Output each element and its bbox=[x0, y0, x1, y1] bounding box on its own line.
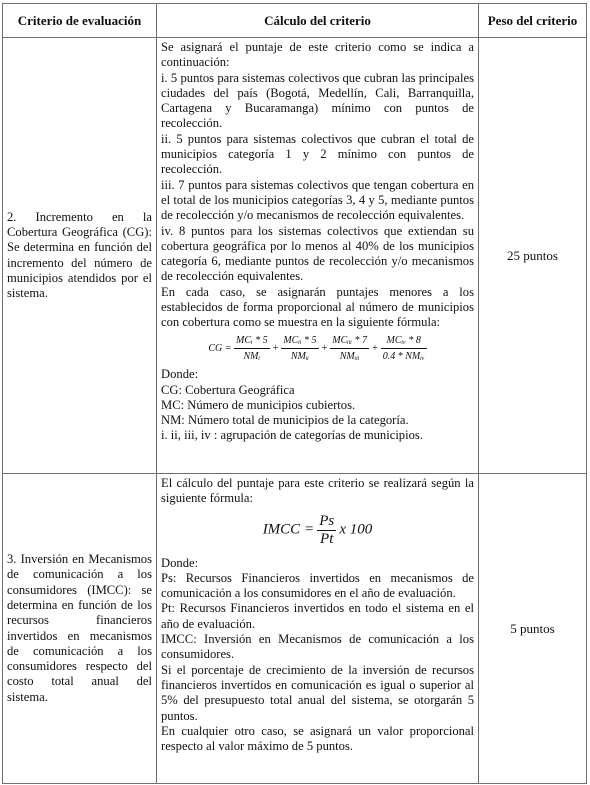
calc-paragraph: Pt: Recursos Financieros invertidos en todo el sistema en el año de evaluación. bbox=[161, 601, 474, 631]
formula-term bbox=[234, 333, 270, 365]
formula-term bbox=[281, 333, 318, 365]
calc-paragraph: En cada caso, se asignarán puntajes menores a los establecidos de forma proporcional al número de municipios con cobertura como se muestra en la siguiente fórmula: bbox=[161, 284, 474, 330]
formula-denominator: Pt bbox=[320, 530, 334, 547]
calc-paragraph: Donde: bbox=[161, 555, 199, 570]
criterion-cell: 3. Inversión en Mecanismos de comunicación a los consumidores (IMCC): se determina en función de los recursos financieros invertidos en mecanismos de comunicación a los consumidores respecto del costo total anual del sistema. bbox=[3, 474, 157, 784]
calculation-cell bbox=[157, 38, 479, 474]
calc-paragraph: IMCC: Inversión en Mecanismos de comunicación a los consumidores. bbox=[161, 632, 474, 662]
calculation-cell bbox=[157, 474, 479, 784]
formula-denominator: 0.4 * NMᵢᵥ bbox=[382, 350, 425, 362]
formula-numerator: MCᵢ * 5 bbox=[234, 333, 270, 349]
formula-denominator: NMᵢ bbox=[243, 350, 261, 362]
calc-paragraph: iv. 8 puntos para los sistemas colectivos que extiendan su cobertura geográfica por lo menos al 40% de los municipios categoría 6, mediante puntos de recolección y/o mecanismos de recolección equivalentes. bbox=[161, 223, 474, 284]
formula-lhs: IMCC = bbox=[262, 520, 315, 537]
cg-formula bbox=[161, 333, 474, 365]
formula-rhs: x 100 bbox=[339, 520, 373, 537]
imcc-formula bbox=[161, 513, 474, 548]
calc-paragraph: El cálculo del puntaje para este criterio se realizará según la siguiente fórmula: bbox=[161, 476, 474, 506]
table-row bbox=[3, 38, 587, 474]
calc-paragraph: Donde: bbox=[161, 367, 199, 382]
formula-term bbox=[381, 333, 427, 365]
formula-plus: + bbox=[272, 342, 279, 354]
calc-paragraph: ii. 5 puntos para sistemas colectivos que cubran el total de municipios categoría 1 y 2 mínimo con puntos de recolección. bbox=[161, 131, 474, 177]
formula-fraction bbox=[317, 513, 336, 548]
calc-paragraph: Se asignará el puntaje de este criterio como se indica a continuación: bbox=[161, 40, 474, 70]
calc-paragraph: Si el porcentaje de crecimiento de la inversión de recursos financieros invertidos en comunicación es igual o superior al 5% del presupuesto total anual del sistema, se otorgarán 5 puntos. bbox=[161, 662, 474, 723]
formula-term bbox=[330, 333, 369, 365]
header-calculation: Cálculo del criterio bbox=[157, 4, 479, 38]
calc-paragraph: i. 5 puntos para sistemas colectivos que cubran las principales ciudades del país (Bogotá, Medellín, Cali, Barranquilla, Cartagena y Bucaramanga) mínimo con puntos de recolección. bbox=[161, 70, 474, 131]
formula-numerator: Ps bbox=[319, 512, 335, 529]
formula-plus: + bbox=[321, 342, 328, 354]
formula-numerator: MCᵢᵥ * 8 bbox=[381, 333, 427, 349]
formula-denominator: NMᵢᵢᵢ bbox=[339, 350, 360, 362]
formula-denominator: NMᵢᵢ bbox=[290, 350, 309, 362]
criteria-table bbox=[2, 3, 587, 784]
calc-paragraph: i. ii, iii, iv : agrupación de categorías de municipios. bbox=[161, 428, 423, 443]
calc-paragraph: iii. 7 puntos para sistemas colectivos que tengan cobertura en el total de los municipios categorías 3, 4 y 5, mediante puntos de recolección y/o mecanismos de recolección equivalentes. bbox=[161, 177, 474, 223]
header-row bbox=[3, 4, 587, 38]
weight-cell: 25 puntos bbox=[479, 38, 587, 474]
formula-lhs: CG = bbox=[208, 342, 232, 354]
table-row bbox=[3, 474, 587, 784]
weight-cell: 5 puntos bbox=[479, 474, 587, 784]
header-weight: Peso del criterio bbox=[479, 4, 587, 38]
calc-paragraph: MC: Número de municipios cubiertos. bbox=[161, 397, 356, 412]
formula-plus: + bbox=[371, 342, 379, 354]
formula-numerator: MCᵢᵢᵢ * 7 bbox=[330, 333, 369, 349]
calc-paragraph: Ps: Recursos Financieros invertidos en mecanismos de comunicación a los consumidores en el año de evaluación. bbox=[161, 570, 474, 601]
calc-paragraph: NM: Número total de municipios de la categoría. bbox=[161, 413, 409, 428]
header-criterion: Criterio de evaluación bbox=[3, 4, 157, 38]
formula-numerator: MCᵢᵢ * 5 bbox=[281, 333, 318, 349]
calc-paragraph: En cualquier otro caso, se asignará un valor proporcional respecto al valor máximo de 5 puntos. bbox=[161, 723, 474, 754]
calc-paragraph: CG: Cobertura Geográfica bbox=[161, 382, 295, 397]
criterion-cell: 2. Incremento en la Cobertura Geográfica (CG): Se determina en función del incremento del número de municipios atendidos por el sistema. bbox=[3, 38, 157, 474]
